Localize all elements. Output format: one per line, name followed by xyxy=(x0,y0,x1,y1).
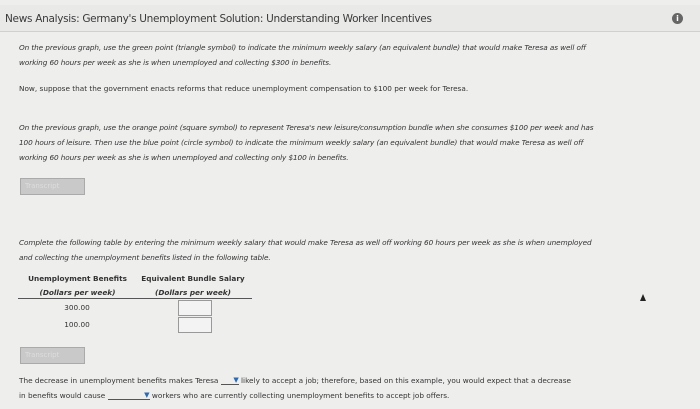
likelihood-dropdown[interactable] xyxy=(221,376,239,385)
mouse-cursor-icon xyxy=(640,294,646,301)
benefit-cell: 100.00 xyxy=(64,320,90,329)
salary-input-300[interactable] xyxy=(178,300,212,316)
chevron-down-icon: ▼ xyxy=(144,391,150,399)
col-subheader-salary: (Dollars per week) xyxy=(155,288,231,297)
question-line-1 xyxy=(19,376,571,385)
table-divider xyxy=(18,298,252,299)
col-subheader-benefits: (Dollars per week) xyxy=(39,288,116,297)
info-icon[interactable]: i xyxy=(672,13,683,24)
col-header-benefits: Unemployment Benefits xyxy=(28,274,127,283)
instruction-reform: Now, suppose that the government enacts reforms that reduce unemployment compensation to $100 per week for Teresa. xyxy=(19,84,469,93)
transcript-button[interactable]: Transcript xyxy=(20,178,85,195)
benefit-cell: 300.00 xyxy=(64,303,90,312)
question-line-2 xyxy=(19,391,449,400)
chevron-down-icon: ▼ xyxy=(233,376,239,384)
question-text: likely to accept a job; therefore, based on this example, you would expect that a decrease xyxy=(241,376,571,385)
page-title: News Analysis: Germany's Unemployment Solution: Understanding Worker Incentives xyxy=(5,13,432,25)
instruction-orange-blue-point: On the previous graph, use the orange point (square symbol) to represent Teresa's new leisure/consumption bundle when she consumes $100 per week and has 100 hours of leisure. Then use the blue point (circle symbol) to indicate the minimum weekly salary (an equivalent bundle) that would make Teresa as well off working 60 hours per week as she is when unemployed and collecting only $100 in benefits. xyxy=(19,123,594,162)
col-header-salary: Equivalent Bundle Salary xyxy=(141,274,245,283)
workers-dropdown[interactable] xyxy=(108,391,150,400)
table-instruction: Complete the following table by entering the minimum weekly salary that would make Teresa as well off working 60 hours per week as she is when unemployed and collecting the unemployment benefits listed in the following table. xyxy=(19,238,592,262)
question-text: in benefits would cause xyxy=(19,391,106,400)
instruction-green-point: On the previous graph, use the green point (triangle symbol) to indicate the minimum weekly salary (an equivalent bundle) that would make Teresa as well off working 60 hours per week as she is when unemployed and collecting $300 in benefits. xyxy=(19,43,586,67)
transcript-button-2[interactable]: Transcript xyxy=(20,347,85,364)
question-text: workers who are currently collecting unemployment benefits to accept job offers. xyxy=(151,391,450,400)
salary-input-100[interactable] xyxy=(178,317,212,333)
question-text: The decrease in unemployment benefits makes Teresa xyxy=(19,376,219,385)
